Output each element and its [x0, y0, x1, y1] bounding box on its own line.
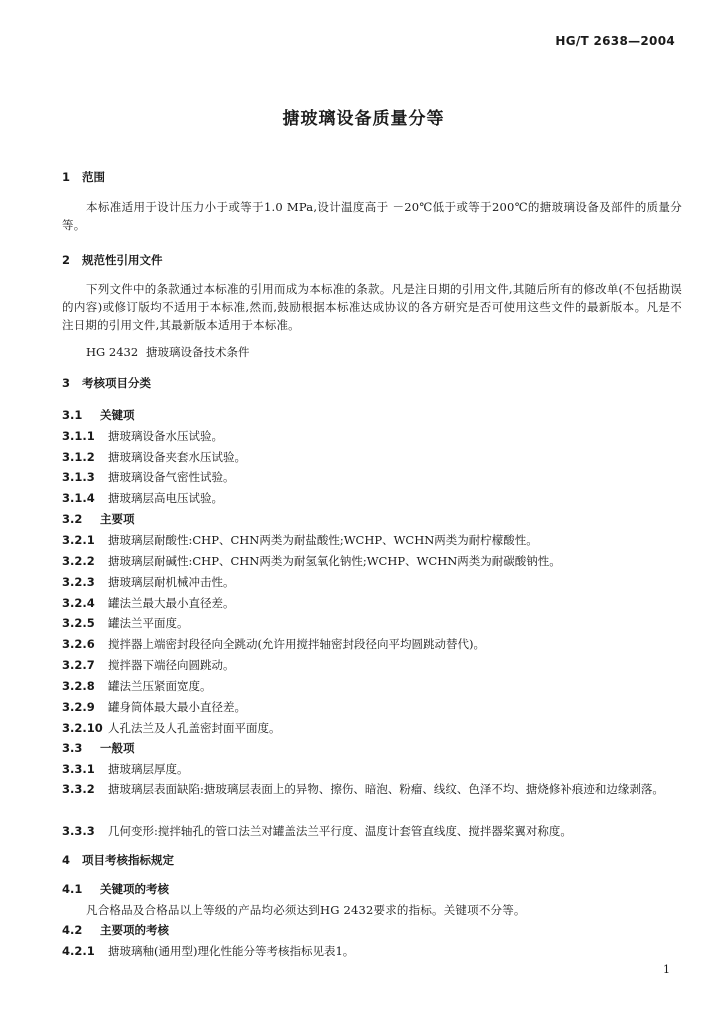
list-item: [62, 822, 682, 840]
item-number: 3.3.1: [62, 762, 95, 776]
item-text: 几何变形:搅拌轴孔的管口法兰对罐盖法兰平行度、温度计套管直线度、搅拌器桨翼对称度。: [108, 824, 572, 838]
item-text: 罐法兰压紧面宽度。: [108, 679, 212, 693]
item-text: 搅拌器上端密封段径向全跳动(允许用搅拌轴密封段径向平均圆跳动替代)。: [108, 637, 485, 651]
section-3-2-heading: [62, 510, 682, 528]
item-number: 3.2.4: [62, 596, 95, 610]
section-4-2-heading: [62, 921, 682, 939]
section-3-heading: [62, 374, 682, 392]
item-number: 3.2.10: [62, 721, 103, 735]
item-text: 罐法兰平面度。: [108, 616, 189, 630]
standard-number: HG/T 2638—2004: [555, 34, 675, 48]
section-3-1-heading: [62, 406, 682, 424]
list-item: [62, 573, 682, 591]
item-text: 罐法兰最大最小直径差。: [108, 596, 235, 610]
item-number: 3.2.2: [62, 554, 95, 568]
subsection-number: 3.2: [62, 512, 83, 526]
item-number: 3.1.3: [62, 470, 95, 484]
list-item: [62, 489, 682, 507]
section-1-text: 本标准适用于设计压力小于或等于1.0 MPa,设计温度高于 －20℃低于或等于200℃的搪玻璃设备及部件的质量分等。: [62, 200, 682, 232]
normative-reference: [62, 343, 706, 361]
list-item: [62, 448, 682, 466]
item-text: 人孔法兰及人孔盖密封面平面度。: [108, 721, 281, 735]
section-number: 1: [62, 170, 71, 184]
list-item: [62, 531, 682, 549]
item-text: 搪玻璃层厚度。: [108, 762, 189, 776]
reference-code: HG 2432: [86, 345, 139, 359]
section-3-3-heading: [62, 739, 682, 757]
subsection-number: 3.3: [62, 741, 83, 755]
section-title: 项目考核指标规定: [82, 853, 174, 867]
item-text: 搪玻璃层耐机械冲击性。: [108, 575, 235, 589]
item-number: 3.2.6: [62, 637, 95, 651]
subsection-title: 主要项: [100, 512, 135, 526]
section-4-1-text: 凡合格品及合格品以上等级的产品均必须达到HG 2432要求的指标。关键项不分等。: [86, 903, 526, 917]
list-item: [62, 427, 682, 445]
section-title: 规范性引用文件: [82, 253, 163, 267]
list-item: [62, 614, 682, 632]
list-item: [62, 719, 682, 737]
subsection-number: 4.2: [62, 923, 83, 937]
subsection-title: 主要项的考核: [100, 923, 169, 937]
item-text: 搪玻璃层耐酸性:CHP、CHN两类为耐盐酸性;WCHP、WCHN两类为耐柠檬酸性。: [108, 533, 538, 547]
section-2-heading: [62, 251, 682, 269]
item-text: 搪玻璃设备夹套水压试验。: [108, 450, 246, 464]
item-number: 3.2.3: [62, 575, 95, 589]
subsection-title: 一般项: [100, 741, 135, 755]
item-number: 3.3.3: [62, 824, 95, 838]
item-number: 3.2.9: [62, 700, 95, 714]
item-number: 4.2.1: [62, 944, 95, 958]
list-item: [62, 468, 682, 486]
list-item: [62, 656, 682, 674]
item-text: 搪玻璃釉(通用型)理化性能分等考核指标见表1。: [108, 944, 355, 958]
document-title: 搪玻璃设备质量分等: [282, 109, 445, 129]
item-number: 3.3.2: [62, 782, 95, 796]
item-text: 搪玻璃设备气密性试验。: [108, 470, 235, 484]
list-item: [62, 698, 682, 716]
list-item: [62, 552, 682, 570]
item-number: 3.1.1: [62, 429, 95, 443]
section-2-text: 下列文件中的条款通过本标准的引用而成为本标准的条款。凡是注日期的引用文件,其随后所有的修改单(不包括勘误的内容)或修订版均不适用于本标准,然而,鼓励根据本标准达成协议的各方研究是否可使用这些文件的最新版本。凡是不注日期的引用文件,其最新版本适用于本标准。: [62, 282, 682, 332]
item-text: 搪玻璃层高电压试验。: [108, 491, 223, 505]
item-number: 3.1.2: [62, 450, 95, 464]
item-number: 3.2.5: [62, 616, 95, 630]
subsection-title: 关键项: [100, 408, 135, 422]
section-number: 2: [62, 253, 71, 267]
section-number: 3: [62, 376, 71, 390]
section-title: 范围: [82, 170, 105, 184]
item-number: 3.2.1: [62, 533, 95, 547]
section-1-heading: [62, 168, 682, 186]
item-text: 罐身筒体最大最小直径差。: [108, 700, 246, 714]
item-number: 3.1.4: [62, 491, 95, 505]
list-item: [62, 942, 682, 960]
section-number: 4: [62, 853, 71, 867]
item-text: 搅拌器下端径向圆跳动。: [108, 658, 235, 672]
section-4-heading: [62, 851, 682, 869]
item-text: 搪玻璃设备水压试验。: [108, 429, 223, 443]
subsection-title: 关键项的考核: [100, 882, 169, 896]
item-text: 搪玻璃层耐碱性:CHP、CHN两类为耐氢氧化钠性;WCHP、WCHN两类为耐碳酸钠性。: [108, 554, 561, 568]
subsection-number: 3.1: [62, 408, 83, 422]
reference-title: 搪玻璃设备技术条件: [146, 345, 250, 359]
list-item: [62, 635, 682, 653]
item-text: 搪玻璃层表面缺陷:搪玻璃层表面上的异物、擦伤、暗泡、粉瘤、线纹、色泽不均、搪烧修补痕迹和边缘剥落。: [108, 782, 664, 796]
item-number: 3.2.8: [62, 679, 95, 693]
section-4-1-heading: [62, 880, 682, 898]
list-item: [62, 677, 682, 695]
item-number: 3.2.7: [62, 658, 95, 672]
subsection-number: 4.1: [62, 882, 83, 896]
page-number: 1: [663, 963, 670, 976]
list-item: [62, 760, 682, 778]
section-title: 考核项目分类: [82, 376, 151, 390]
list-item: [62, 780, 727, 798]
list-item: [62, 594, 682, 612]
